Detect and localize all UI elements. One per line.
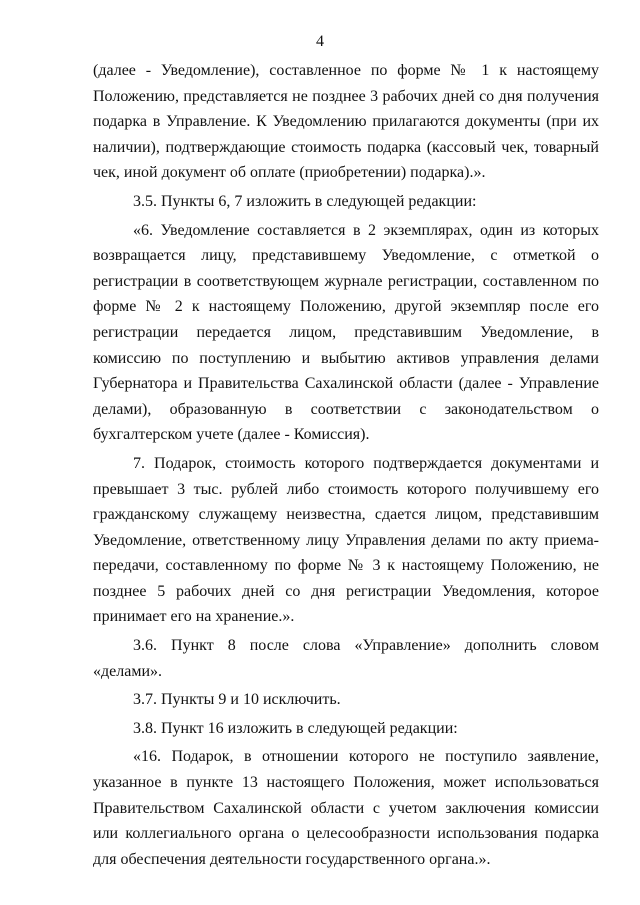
paragraph-clause-7: 7. Подарок, стоимость которого подтверждается документами и превышает 3 тыс. рублей либо стоимость которого получившему его гражданскому служащему неизвестна, сдается лицом, представившим Уведомление, ответственному лицу Управления делами по акту приема-передачи, составленному по форме № 3 к настоящему Положению, не позднее 5 рабочих дней со дня регистрации Уведомления, которое принимает его на хранение.». <box>93 454 599 626</box>
page-number: 4 <box>316 33 324 50</box>
paragraph-clause-16: «16. Подарок, в отношении которого не поступило заявление, указанное в пункте 13 настоящего Положения, может использоваться Правительством Сахалинской области с учетом заключения комиссии или коллегиального органа о целесообразности использования подарка для обеспечения деятельности государственного органа.». <box>93 748 599 868</box>
paragraph-amendment-3-6: 3.6. Пункт 8 после слова «Управление» дополнить словом «делами». <box>93 637 599 680</box>
paragraph-clause-6: «6. Уведомление составляется в 2 экземплярах, один из которых возвращается лицу, представившему Уведомление, с отметкой о регистрации в соответствующем журнале регистрации, составленном по форме № 2 к настоящему Положению, другой экземпляр после его регистрации передается лицом, представившим Уведомление, в комиссию по поступлению и выбытию активов управления делами Губернатора и Правительства Сахалинской области (далее - Управление делами), образованную в соответствии с законодательством о бухгалтерском учете (далее - Комиссия). <box>93 221 599 444</box>
paragraph-notification-continuation: (далее - Уведомление), составленное по форме № 1 к настоящему Положению, представляется не позднее 3 рабочих дней со дня получения подарка в Управление. К Уведомлению прилагаются документы (при их наличии), подтверждающие стоимость подарка (кассовый чек, товарный чек, иной документ об оплате (приобретении) подарка).». <box>93 62 599 182</box>
paragraph-amendment-3-7: 3.7. Пункты 9 и 10 исключить. <box>133 691 341 709</box>
document-body <box>93 58 599 872</box>
paragraph-amendment-3-8: 3.8. Пункт 16 изложить в следующей редакции: <box>133 719 458 737</box>
paragraph-amendment-3-5: 3.5. Пункты 6, 7 изложить в следующей редакции: <box>133 192 477 210</box>
